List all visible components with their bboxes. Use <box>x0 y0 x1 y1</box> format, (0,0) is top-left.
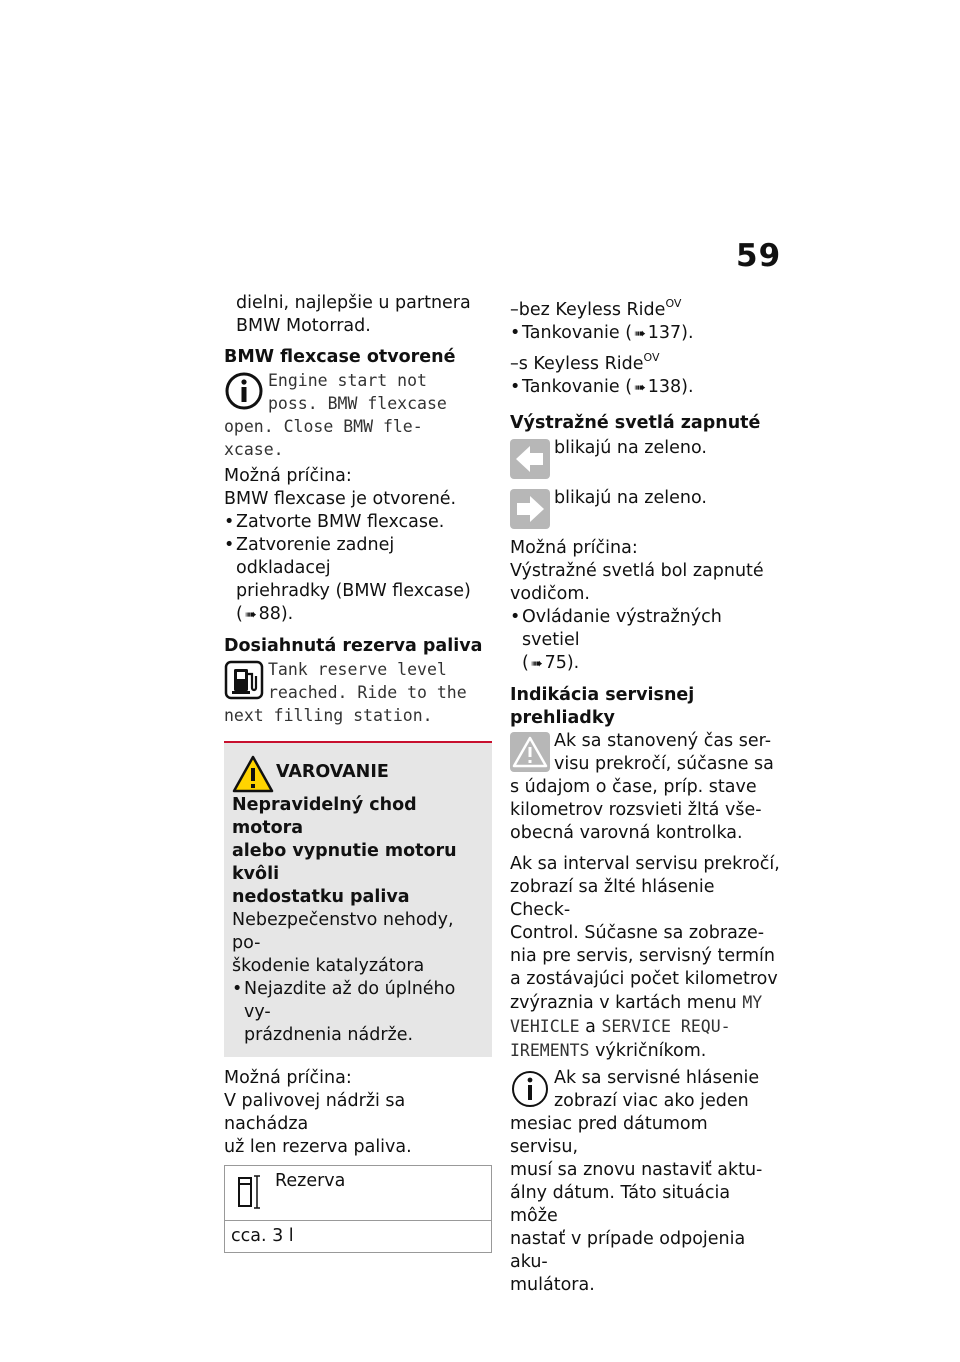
option-label: –bez Keyless Ride <box>510 300 666 320</box>
cause-text: Výstražné svetlá bol zapnuté <box>510 561 764 581</box>
text-line <box>510 346 780 376</box>
text-line: nia pre servis, servisný termín <box>510 946 775 966</box>
warning-box <box>224 741 492 1057</box>
message-line: reached. Ride to the <box>268 683 467 702</box>
turn-right-indicator <box>510 487 780 537</box>
table-header <box>225 1166 491 1221</box>
reference-line: ( ➠ 88). <box>236 604 294 624</box>
cause-label: Možná príčina: <box>224 1068 352 1088</box>
bullet-item <box>510 322 780 346</box>
left-arrow-icon <box>510 439 550 479</box>
section-title: Indikácia servisnej prehliadky <box>510 685 695 728</box>
menu-name: IREMENTS <box>510 1041 590 1060</box>
info-message <box>224 369 492 461</box>
warning-heading: nedostatku paliva <box>232 887 410 907</box>
general-warning-icon <box>510 732 550 772</box>
reserve-table <box>224 1165 492 1253</box>
warning-title: VAROVANIE <box>276 762 389 782</box>
table-header-label: Rezerva <box>275 1171 346 1191</box>
cause-label: Možná príčina: <box>224 466 352 486</box>
text-line: mesiac pred dátumom servisu, <box>510 1114 708 1157</box>
section-title: BMW flexcase otvorené <box>224 347 456 367</box>
text-line: priehradky (BMW flexcase) <box>236 581 471 601</box>
menu-name: VEHICLE <box>510 1017 580 1036</box>
fuel-reserve-icon <box>237 1172 265 1214</box>
section-title: Dosiahnutá rezerva paliva <box>224 636 483 656</box>
text-line: álny dátum. Táto situácia môže <box>510 1183 731 1226</box>
text-line: mulátora. <box>510 1275 595 1295</box>
menu-name: SERVICE REQU- <box>601 1017 731 1036</box>
warning-bullet-cont: prázdnenia nádrže. <box>244 1025 414 1045</box>
optional-mark: OV <box>643 351 660 364</box>
text-line: visu prekročí, súčasne sa <box>554 754 774 774</box>
bullet-item <box>510 376 780 400</box>
info-icon <box>510 1069 550 1109</box>
page-ref[interactable]: 137). <box>647 323 694 343</box>
message-line: Engine start not <box>268 371 427 390</box>
optional-mark: OV <box>665 297 682 310</box>
warning-text: škodenie katalyzátora <box>232 956 425 976</box>
text-line <box>510 292 780 322</box>
fuel-message <box>224 658 492 727</box>
indicator-text: blikajú na zeleno. <box>554 488 707 508</box>
bullet-text: Tankovanie ( <box>522 323 633 343</box>
arrow-ref-icon: ➠ <box>634 380 646 396</box>
warning-heading: alebo vypnutie motoru kvôli <box>232 841 457 884</box>
page-ref[interactable]: 88). <box>258 604 294 624</box>
message-line: Tank reserve level <box>268 660 447 679</box>
info-icon <box>224 371 264 411</box>
option-label: –s Keyless Ride <box>510 354 644 374</box>
turn-left-indicator <box>510 437 780 487</box>
fuel-pump-icon <box>224 660 264 700</box>
service-info-paragraph <box>510 1067 780 1297</box>
text-line: Ak sa interval servisu prekročí, <box>510 854 780 874</box>
warning-heading: Nepravidelný chod motora <box>232 795 417 838</box>
warning-text: Nebezpečenstvo nehody, po- <box>232 910 454 953</box>
cause-text: vodičom. <box>510 584 590 604</box>
bullet-item: • Zatvorte BMW flexcase. <box>224 511 492 534</box>
text-line: obecná varovná kontrolka. <box>510 823 743 843</box>
menu-name: MY <box>742 993 763 1012</box>
section-title: Výstražné svetlá zapnuté <box>510 413 761 433</box>
table-value: cca. 3 l <box>231 1226 294 1246</box>
warning-bullet: • Nejazdite až do úplného vy- <box>232 978 484 1024</box>
cause-label: Možná príčina: <box>510 538 638 558</box>
text-line: nastať v prípade odpojenia aku- <box>510 1229 746 1272</box>
text-line <box>510 991 780 1015</box>
cause-text: BMW flexcase je otvorené. <box>224 489 457 509</box>
text-line: BMW Motorrad. <box>236 316 371 336</box>
text-line: musí sa znovu nastaviť aktu- <box>510 1160 763 1180</box>
right-column <box>510 292 780 1297</box>
right-arrow-icon <box>510 489 550 529</box>
cause-text: V palivovej nádrži sa nachádza <box>224 1091 406 1134</box>
text-line: zobrazí viac ako jeden <box>554 1091 749 1111</box>
page-number: 59 <box>736 238 782 274</box>
warning-header <box>232 761 484 784</box>
arrow-ref-icon: ➠ <box>634 326 646 342</box>
message-line: poss. BMW flexcase <box>268 394 447 413</box>
message-line: xcase. <box>224 440 284 459</box>
warning-triangle-icon <box>232 755 274 793</box>
reference-line: ( ➠ 75). <box>522 653 580 673</box>
text-line: zobrazí sa žlté hlásenie Check- <box>510 877 715 920</box>
message-line: next filling station. <box>224 706 433 725</box>
left-column <box>224 292 492 1253</box>
text-line: Ak sa servisné hlásenie <box>554 1068 760 1088</box>
cause-text: už len rezerva paliva. <box>224 1137 412 1157</box>
bullet-item: • Ovládanie výstražných svetiel <box>510 606 780 652</box>
arrow-ref-icon: ➠ <box>244 607 257 623</box>
text-line: Ak sa stanovený čas ser- <box>554 731 772 751</box>
text-line: dielni, najlepšie u partnera <box>236 293 471 313</box>
message-line: open. Close BMW fle- <box>224 417 423 436</box>
page-ref[interactable]: 75). <box>544 653 580 673</box>
indicator-text: blikajú na zeleno. <box>554 438 707 458</box>
arrow-ref-icon: ➠ <box>530 656 543 672</box>
text-line: kilometrov rozsvieti žltá vše- <box>510 800 762 820</box>
service-paragraph <box>510 853 780 1063</box>
page-ref[interactable]: 138). <box>647 377 694 397</box>
bullet-item: • Zatvorenie zadnej odkladacej <box>224 534 492 580</box>
text-line: a zostávajúci počet kilometrov <box>510 969 778 989</box>
text-line <box>510 1039 780 1063</box>
text-line: Control. Súčasne sa zobraze- <box>510 923 765 943</box>
text-line: s údajom o čase, príp. stave <box>510 777 757 797</box>
text-span: zvýraznia v kartách menu <box>510 993 737 1013</box>
service-warning-paragraph <box>510 730 780 845</box>
text-span: výkričníkom. <box>595 1041 707 1061</box>
text-line <box>510 1015 780 1039</box>
bullet-text: Tankovanie ( <box>522 377 633 397</box>
text-span: a <box>585 1017 596 1037</box>
